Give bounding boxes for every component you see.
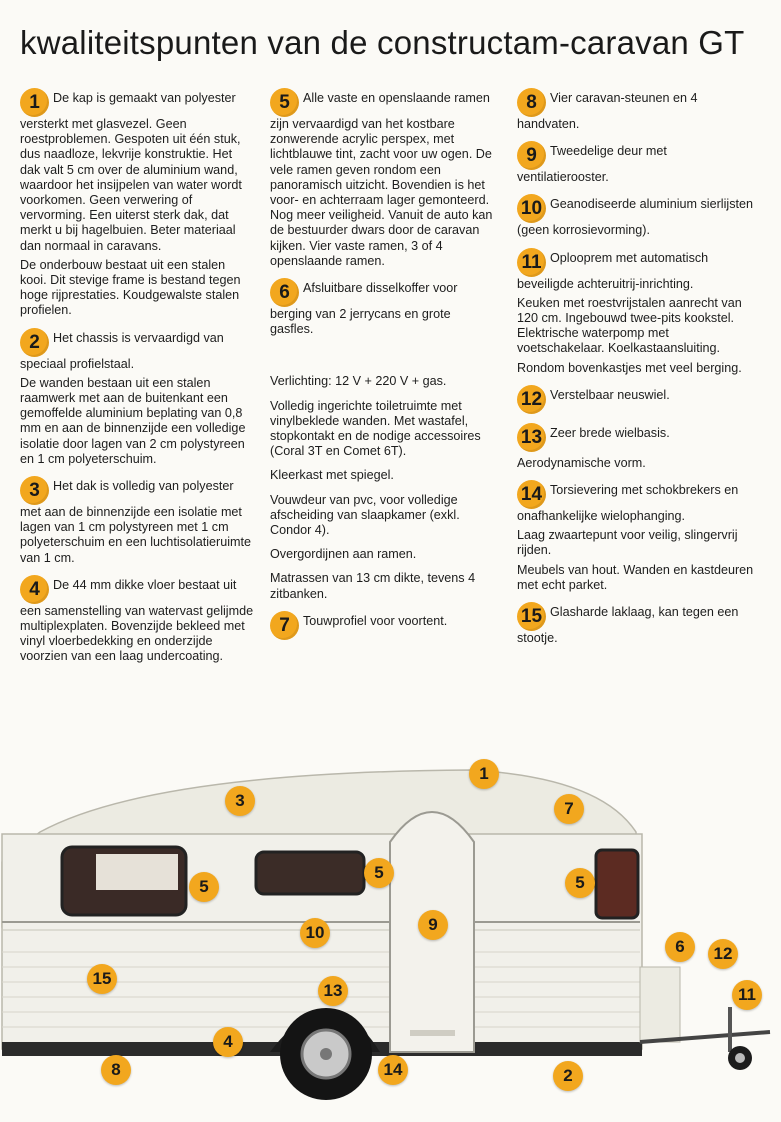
equipment-line: Verlichting: 12 V + 220 V + gas.	[270, 374, 447, 389]
marker-badge: 2	[553, 1061, 583, 1091]
feature-text: Glasharde laklaag, kan tegen een stootje.	[517, 605, 739, 646]
number-badge: 8	[517, 88, 546, 117]
marker-badge: 15	[87, 964, 117, 994]
number-badge: 6	[270, 278, 299, 307]
marker-badge: 9	[418, 910, 448, 940]
marker-badge: 5	[189, 872, 219, 902]
feature-extra: Meubels van hout. Wanden en kastdeuren met echt parket.	[517, 562, 754, 592]
feature-item-12	[517, 385, 757, 414]
feature-item-14	[517, 480, 757, 593]
number-badge: 7	[270, 611, 299, 640]
equipment-line: Vouwdeur van pvc, voor volledige afscheiding van slaapkamer (exkl. Condor 4).	[270, 492, 460, 538]
feature-text: De kap is gemaakt van polyester versterkt met glasvezel. Geen roestproblemen. Gespoten uit één stuk, dus naadloze, lekvrije konstruktie. Het dak valt 5 cm over de aluminium wand, waardoor het insijpelen van water wordt voorkomen. Geen verwering of vervorming. Een uiterst sterk dak, dat merkt u bij hagelbuien. Beter materiaal dan normaal in caravans.	[20, 91, 242, 253]
column-3	[517, 88, 757, 655]
number-badge: 12	[517, 385, 546, 414]
feature-text: Het dak is volledig van polyester met aan de binnenzijde een isolatie met lagen van 1 cm polystyreen met 1 cm polyeterschuim en een luchtisolatieruimte van 1 cm.	[20, 479, 252, 565]
number-badge: 11	[517, 248, 546, 277]
feature-item-13	[517, 423, 757, 471]
number-badge: 10	[517, 194, 546, 223]
feature-text: Touwprofiel voor voortent.	[303, 613, 448, 628]
equipment-line: Kleerkast met spiegel.	[270, 468, 394, 483]
number-badge: 3	[20, 476, 49, 505]
page-title: kwaliteitspunten van de constructam-caravan GT	[20, 24, 745, 61]
feature-text: Oplooprem met automatisch beveiligde achteruitrij-inrichting.	[517, 250, 709, 291]
feature-extra: De wanden bestaan uit een stalen raamwerk met aan de buitenkant een gemoffelde aluminium beplating van 0,8 mm en aan de binnenzijde een volledige isolatie door lagen van 2 cm polystyreen en 1 cm polyeterschuim.	[20, 375, 246, 466]
feature-item-4	[20, 575, 254, 665]
feature-extra: Laag zwaartepunt voor veilig, slingervrij rijden.	[517, 528, 738, 558]
number-badge: 15	[517, 602, 546, 631]
feature-text: Zeer brede wielbasis.	[550, 425, 670, 440]
feature-item-3	[20, 476, 254, 566]
feature-item-10	[517, 194, 757, 238]
feature-text: Het chassis is vervaardigd van speciaal profielstaal.	[20, 330, 224, 371]
feature-item-8	[517, 88, 757, 132]
feature-item-15	[517, 602, 757, 646]
feature-item-1	[20, 88, 254, 319]
number-badge: 2	[20, 328, 49, 357]
marker-badge: 3	[225, 786, 255, 816]
feature-item-2	[20, 328, 254, 467]
marker-badge: 12	[708, 939, 738, 969]
caravan-illustration	[0, 752, 781, 1122]
number-badge: 14	[517, 480, 546, 509]
marker-badge: 1	[469, 759, 499, 789]
feature-extra: Rondom bovenkastjes met veel berging.	[517, 360, 742, 375]
marker-badge: 11	[732, 980, 762, 1010]
equipment-list	[270, 374, 496, 601]
number-badge: 4	[20, 575, 49, 604]
feature-text: Afsluitbare disselkoffer voor berging van 2 jerrycans en grote gasfles.	[270, 281, 458, 337]
number-badge: 9	[517, 141, 546, 170]
equipment-line: Matrassen van 13 cm dikte, tevens 4 zitbanken.	[270, 571, 476, 601]
feature-text: Geanodiseerde aluminium sierlijsten (geen korrosievorming).	[517, 197, 754, 238]
marker-badge: 6	[665, 932, 695, 962]
equipment-line: Overgordijnen aan ramen.	[270, 547, 417, 562]
drawbar-box	[640, 967, 680, 1042]
marker-badge: 8	[101, 1055, 131, 1085]
feature-item-9	[517, 141, 757, 185]
feature-extra: Keuken met roestvrijstalen aanrecht van 120 cm. Ingebouwd twee-pits kookstel. Elektrische waterpomp met voetschakelaar. Koelkastaansluiting.	[517, 295, 742, 356]
number-badge: 5	[270, 88, 299, 117]
column-2	[270, 88, 496, 649]
feature-text: Torsievering met schokbrekers en onafhankelijke wielophanging.	[517, 483, 739, 524]
feature-text: Vier caravan-steunen en 4 handvaten.	[517, 91, 698, 131]
marker-badge: 10	[300, 918, 330, 948]
marker-badge: 13	[318, 976, 348, 1006]
equipment-line: Volledig ingerichte toiletruimte met vinylbeklede wanden. Met wastafel, stopkontakt en de nodige accessoires (Coral 3T en Comet 6T).	[270, 398, 481, 459]
feature-text: Alle vaste en openslaande ramen zijn vervaardigd van het kostbare zonwerende acrylic perspex, met lichtblauwe tint, zacht voor uw ogen. De vele ramen geven rondom een panoramisch uitzicht. Bovendien is het voor- en achterraam lager gemonteerd. Nog meer veiligheid. Vanuit de auto kan de bestuurder dwars door de caravan kijken. Vier vaste ramen, 3 of 4 openslaande ramen.	[270, 91, 493, 268]
window-front	[596, 850, 638, 918]
marker-badge: 14	[378, 1055, 408, 1085]
window-middle	[256, 852, 364, 894]
feature-text: Tweedelige deur met ventilatierooster.	[517, 144, 667, 185]
feature-item-6	[270, 278, 496, 337]
feature-item-7	[270, 611, 496, 640]
column-1	[20, 88, 254, 674]
number-badge: 13	[517, 423, 546, 452]
marker-badge: 5	[565, 868, 595, 898]
marker-badge: 5	[364, 858, 394, 888]
number-badge: 1	[20, 88, 49, 117]
door-vent	[410, 1030, 455, 1036]
feature-extra: De onderbouw bestaat uit een stalen kooi. Dit stevige frame is bestand tegen hoge rijprestaties. Koudgewalste stalen profielen.	[20, 257, 241, 318]
marker-badge: 4	[213, 1027, 243, 1057]
marker-badge: 7	[554, 794, 584, 824]
feature-text: Verstelbaar neuswiel.	[550, 387, 670, 402]
feature-text: De 44 mm dikke vloer bestaat uit een samenstelling van watervast gelijmde multiplexplaten. Bovenzijde bekleed met vinyl vloerbedekking en onderzijde voorzien van een laag undercoating.	[20, 577, 254, 664]
feature-item-11	[517, 248, 757, 376]
window-curtain	[96, 854, 178, 890]
feature-item-5	[270, 88, 496, 269]
feature-extra: Aerodynamische vorm.	[517, 455, 646, 470]
